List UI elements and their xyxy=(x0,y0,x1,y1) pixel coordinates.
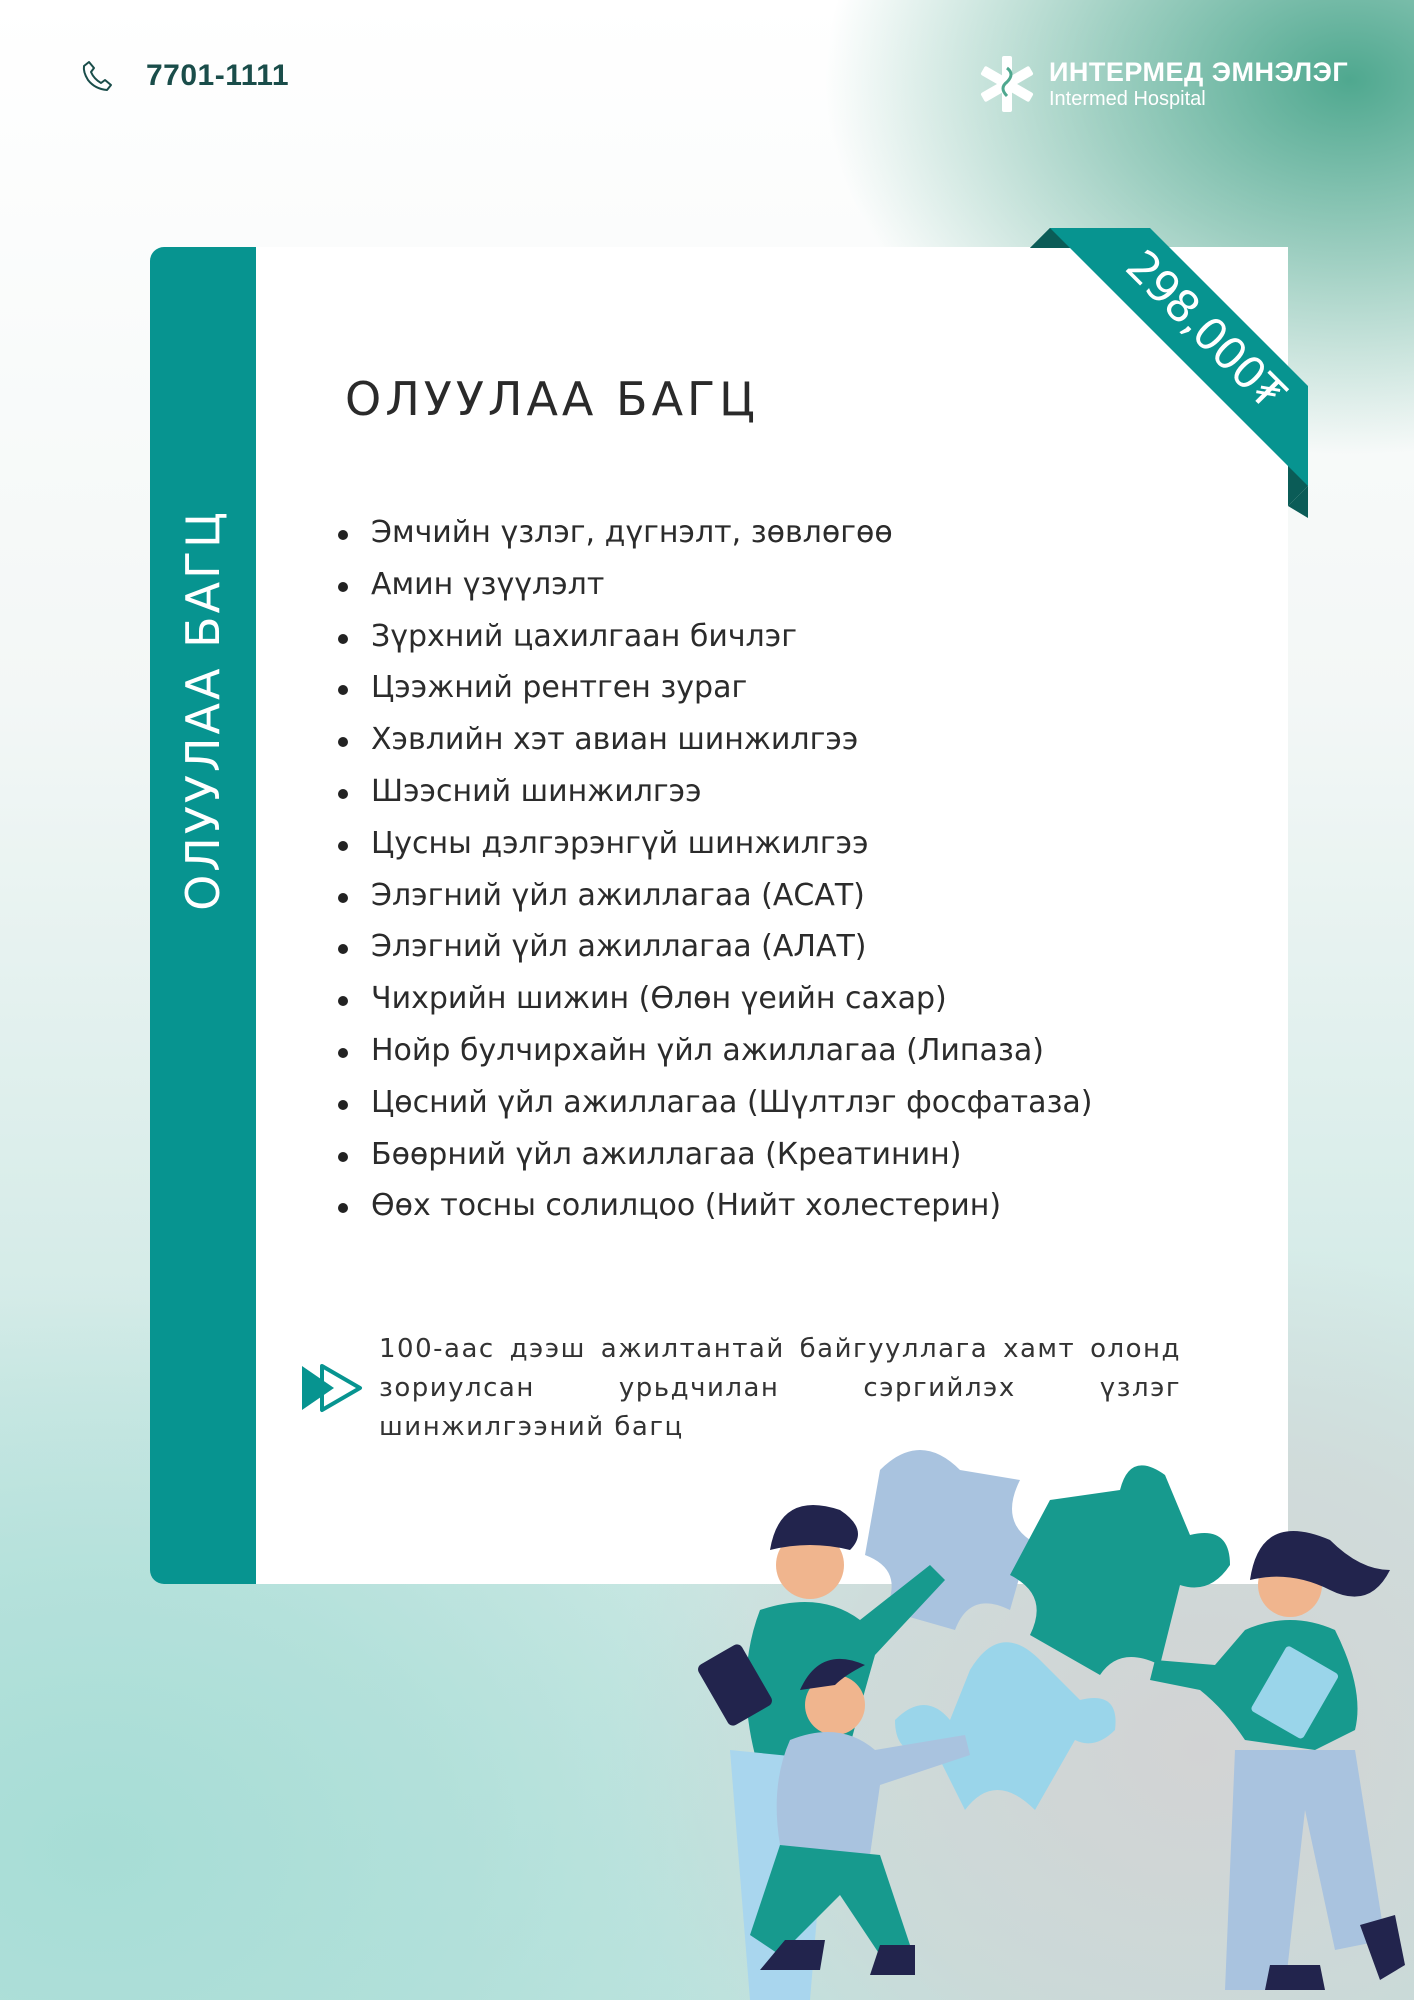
logo-subtitle: Intermed Hospital xyxy=(1049,88,1206,110)
list-item: Цусны дэлгэрэнгүй шинжилгээ xyxy=(338,824,1093,876)
phone-icon xyxy=(80,58,116,94)
side-title: ОЛУУЛАА БАГЦ xyxy=(176,509,230,911)
list-item: Чихрийн шижин (Өлөн үеийн сахар) xyxy=(338,979,1093,1031)
list-item: Зүрхний цахилгаан бичлэг xyxy=(338,617,1093,669)
phone-contact[interactable] xyxy=(80,58,289,94)
list-item: Хэвлийн хэт авиан шинжилгээ xyxy=(338,720,1093,772)
list-item: Цөсний үйл ажиллагаа (Шүлтлэг фосфатаза) xyxy=(338,1083,1093,1135)
package-title: ОЛУУЛАА БАГЦ xyxy=(345,372,759,426)
list-item: Шээсний шинжилгээ xyxy=(338,772,1093,824)
puzzle-team-illustration xyxy=(690,1440,1414,2000)
hospital-logo xyxy=(975,52,1348,116)
included-services-list xyxy=(338,513,1093,1238)
list-item: Амин үзүүлэлт xyxy=(338,565,1093,617)
list-item: Элэгний үйл ажиллагаа (АЛАТ) xyxy=(338,927,1093,979)
price-label: 298,000₮ xyxy=(1115,240,1295,420)
list-item: Цээжний рентген зураг xyxy=(338,668,1093,720)
play-arrows-icon xyxy=(300,1360,366,1416)
phone-number: 7701-1111 xyxy=(146,59,290,92)
list-item: Эмчийн үзлэг, дүгнэлт, зөвлөгөө xyxy=(338,513,1093,565)
package-description: 100-аас дээш ажилтантай байгууллага хамт олонд зориулсан урьдчилан сэргийлэх үзлэг шинжилгээний багц xyxy=(379,1334,1181,1442)
logo-title: ИНТЕРМЕД ЭМНЭЛЭГ xyxy=(1049,57,1349,87)
hospital-logo-icon xyxy=(975,52,1039,116)
list-item: Өөх тосны солилцоо (Нийт холестерин) xyxy=(338,1186,1093,1238)
card-side-bar xyxy=(150,247,256,1584)
list-item: Бөөрний үйл ажиллагаа (Креатинин) xyxy=(338,1135,1093,1187)
list-item: Элэгний үйл ажиллагаа (АСАТ) xyxy=(338,876,1093,928)
list-item: Нойр булчирхайн үйл ажиллагаа (Липаза) xyxy=(338,1031,1093,1083)
